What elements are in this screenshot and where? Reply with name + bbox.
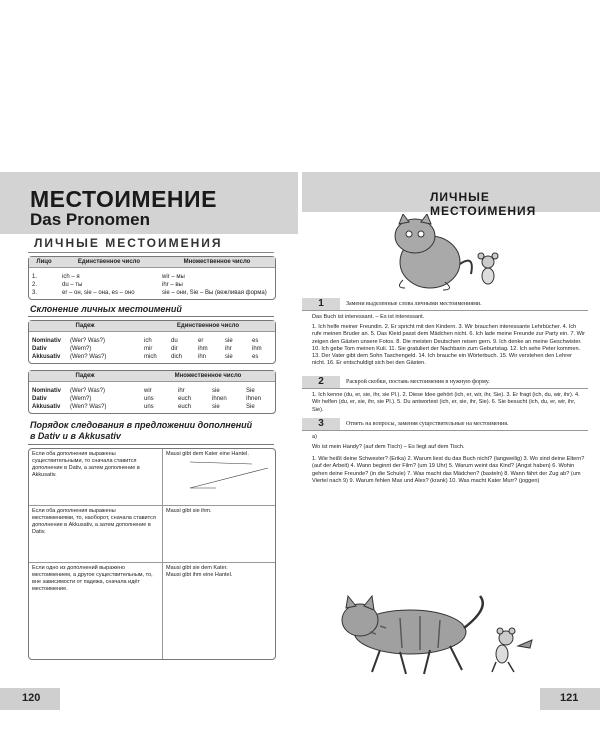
divider [28, 316, 274, 317]
table-row: Nominativ (Wer? Was?) ich du er sie es [32, 338, 259, 344]
col-header-singular: Единственное число [77, 259, 141, 265]
table-row: Akkusativ (Wen? Was?) mich dich ihn sie es [32, 354, 259, 360]
table-row: Nominativ (Wer? Was?) wir ihr sie Sie [32, 388, 255, 394]
page-title: МЕСТОИМЕНИЕ [30, 186, 217, 212]
col-header-singular: Единственное число [176, 323, 240, 329]
page-subtitle: Das Pronomen [30, 210, 150, 229]
task-instruction: Раскрой скобки, поставь местоимения в нужную форму. [346, 379, 490, 385]
col-header-plural: Множественное число [174, 373, 242, 379]
cat-mouse-illustration [320, 588, 540, 678]
rule-example: Mausi gibt sie dem Kater. Mausi gibt ihm eine Hantel. [166, 565, 233, 578]
table-row: 1. ich – я wir – мы [32, 274, 185, 280]
divider [302, 430, 588, 431]
col-header-case: Падеж [75, 373, 95, 379]
rule-example: Mausi gibt dem Kater eine Hantel. [166, 451, 249, 457]
task-instruction: Ответь на вопросы, заменяя существительные на местоимения. [346, 421, 509, 427]
task-2-body: 1. Ich kenne (du, er, sie, ihr, sie Pl.). 2. Diese Idee gehört (ich, er, wir, ihr, Sie). 3. Er fragt (ich, du, wir, ihr). 4. Wir helfen (du, er, sie, ihr, sie Pl.). 5. Du antwortest (ich, er, sie, ihr, Sie). 6. Sie besucht (ich, du, er, wir, ihr, Sie). [312, 392, 580, 413]
order-title-line-1: Порядок следования в предложении дополнений [30, 420, 253, 430]
task-3-label: a) [312, 434, 317, 440]
rule-text: Если одно из дополнений выражено местоимением, а другое существительным, то, вне зависимости от падежа, сначала идёт местоимение. [29, 563, 163, 659]
task-2-header [302, 376, 588, 388]
col-header-plural: Множественное число [183, 259, 251, 265]
cat-illustration [375, 214, 515, 294]
col-header-case: Падеж [75, 323, 95, 329]
task-3-example: Wo ist mein Handy? (auf dem Tisch) – Es liegt auf dem Tisch. [312, 444, 465, 450]
task-number: 2 [302, 376, 340, 388]
rule-text: Если оба дополнения выражены существительными, то сначала ставится дополнение в Dativ, а затем дополнение в Akkusativ. [29, 449, 163, 505]
task-3-header [302, 418, 588, 430]
task-1-header [302, 298, 588, 310]
order-title-line-2: в Dativ и в Akkusativ [30, 431, 121, 441]
rule-example: Mausi gibt sie ihm. [166, 508, 212, 514]
task-1-body: 1. Ich helfe meiner Freundin. 2. Er spricht mit den Kindern. 3. Wir brauchen interessante Lehrbücher. 4. Ich rufe meinen Bruder an. 5. Das Kleid passt dem Mädchen nicht. 6. Ich lade meine Freunde zur Party ein. 7. Wir zeigen den Gästen unsere Fotos. 8. Die meisten Deutschen reisen gern. 9. Ich denke an meine Geschwister. 10. Ich gebe Tom meinen Kuli. 11. Sie gratuliert der Nachbarin zum Geburtstag. 12. Ich sehe Peter kommen. 13. Der Vater gibt dem Sohn Taschengeld. 14. Ich brauche ein Wörterbuch. 15. Wir verstehen den Lehrer nicht. 16. Er entschuldigt sich bei den Gästen. [312, 324, 585, 367]
declension-title: Склонение личных местоимений [30, 304, 182, 314]
table-row: Akkusativ (Wen? Was?) uns euch sie Sie [32, 404, 255, 410]
divider [302, 388, 588, 389]
right-page-title: ЛИЧНЫЕ МЕСТОИМЕНИЯ [430, 190, 537, 218]
arrow-lines-icon [162, 460, 272, 520]
declension-plural-table [28, 370, 276, 414]
task-1-example: Das Buch ist interessant. – Es ist interessant. [312, 314, 425, 320]
divider [28, 444, 274, 445]
section-heading: ЛИЧНЫЕ МЕСТОИМЕНИЯ [34, 236, 223, 250]
rule-text: Если оба дополнения выражены местоимениями, то, наоборот, сначала ставится дополнение в Akkusativ, а затем дополнение в Dativ. [29, 506, 163, 562]
col-header-person: Лицо [36, 259, 52, 265]
table-row: Dativ (Wem?) uns euch ihnen Ihnen [32, 396, 262, 402]
table-row: 2. du – ты ihr – вы [32, 282, 183, 288]
task-number: 1 [302, 298, 340, 310]
section-divider [28, 252, 274, 253]
rule-row [29, 563, 275, 659]
declension-singular-table [28, 320, 276, 364]
table-row: 3. er – он, sie – она, es – оно sie – они, Sie – Вы (вежливая форма) [32, 290, 267, 296]
task-number: 3 [302, 418, 340, 430]
pronoun-table [28, 256, 276, 300]
table-row: Dativ (Wem?) mir dir ihm ihr ihm [32, 346, 262, 352]
page-number-left: 120 [22, 692, 41, 704]
order-title [30, 420, 252, 442]
divider [302, 310, 588, 311]
page-number-right: 121 [560, 692, 579, 704]
task-instruction: Замени выделенные слова личными местоимениями. [346, 301, 482, 307]
task-3-body: 1. Wie heißt deine Schwester? (Erika) 2. Warum liest du das Buch nicht? (langweilig) 3. Wo sind deine Eltern? (auf der Arbeit) 4. Wann beginnt der Film? (um 19 Uhr) 5. Warum weint das Kind? (Angst haben) 6. Wohin gehen deine Freunde? (in die Schule) 7. Was macht das Mädchen? (basteln) 8. Wann fährt der Zug ab? (um Viertel nach 9) 9. Warum fehlen Max und Alex? (krank) 10. Was macht Kater Murr? (joggen) [312, 456, 585, 484]
